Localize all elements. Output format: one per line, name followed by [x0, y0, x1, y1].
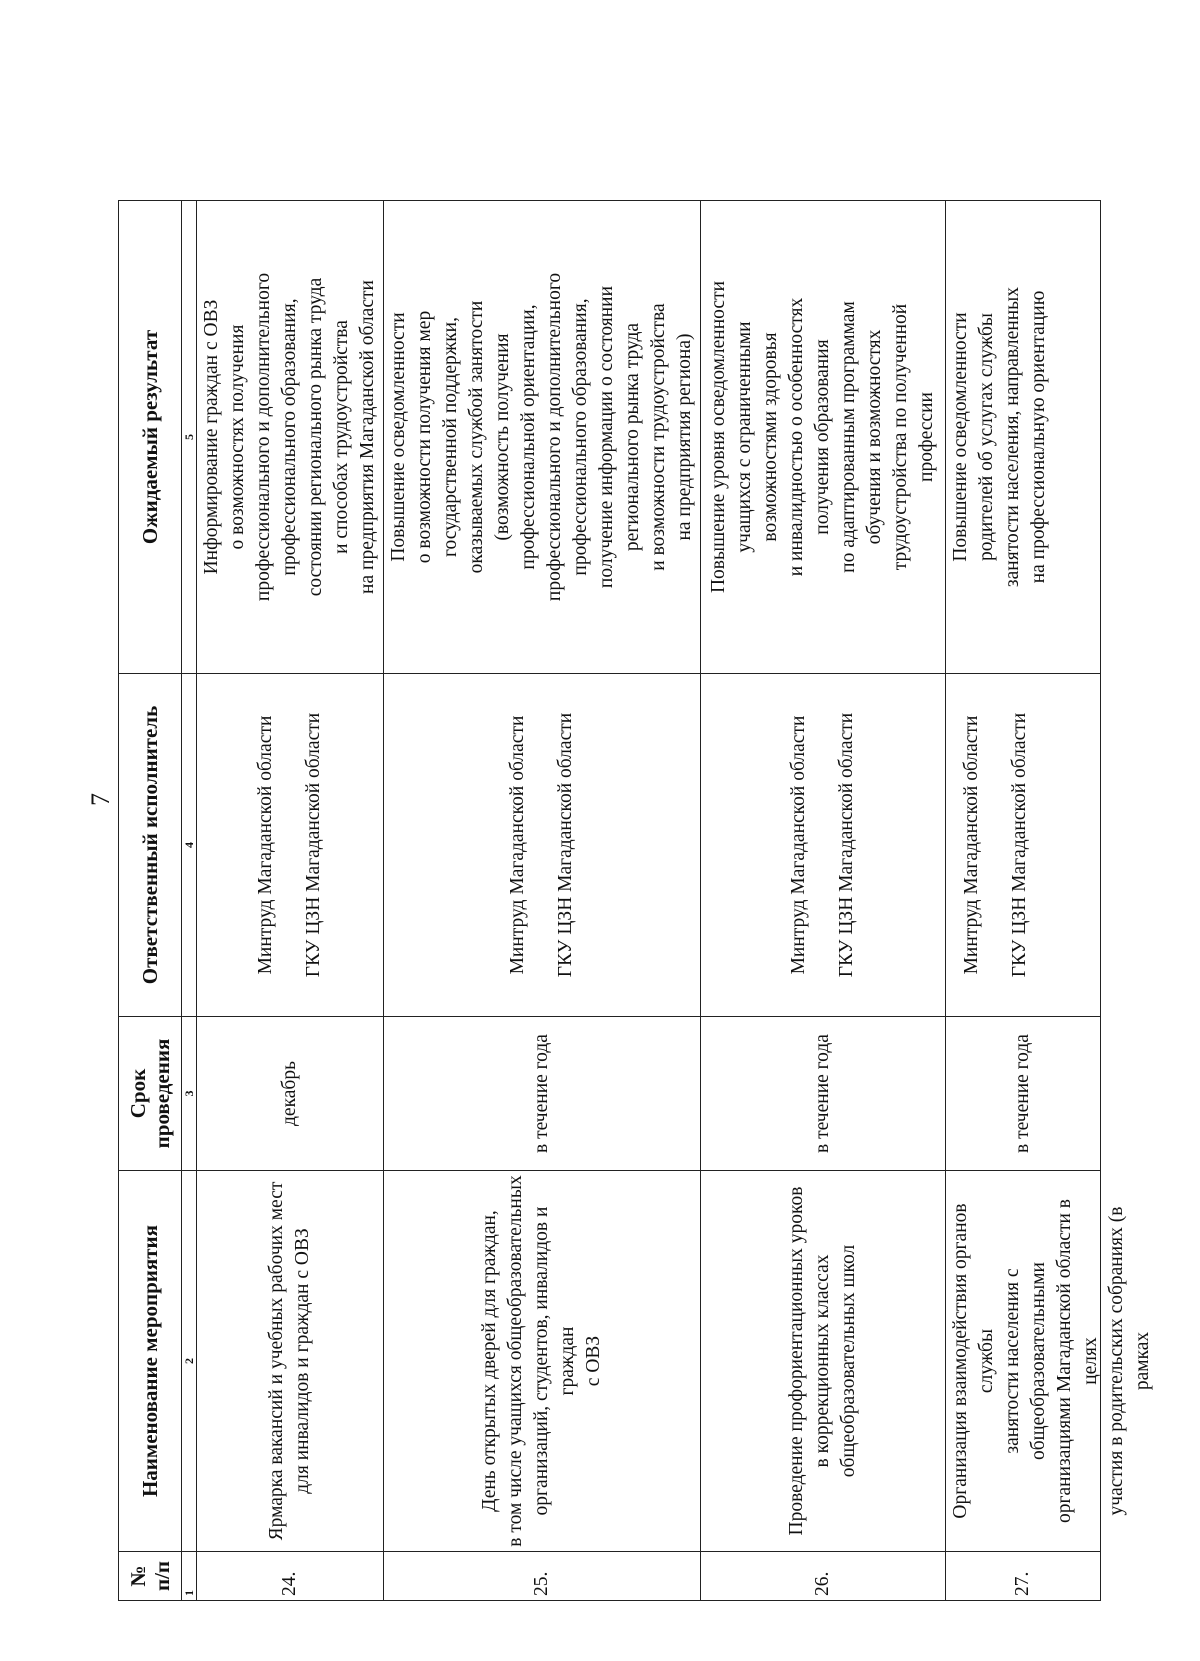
- event-name-cell: [946, 1171, 1153, 1552]
- event-name: День открытых дверей для граждан, в том числе учащихся общеобразовательных организаций, студентов, инвалидов и граждан с ОВЗ: [384, 1171, 701, 1552]
- rotated-page: [0, 121, 1200, 1661]
- event-term: в течение года: [1012, 1034, 1033, 1153]
- row-number: 24.: [197, 1552, 384, 1601]
- event-result: Информирование граждан с ОВЗ о возможностях получения профессионального и дополнительного профессионального образования, состоянии регионального рынка труда и способах трудоустройства на предприятия Магаданской области: [197, 201, 384, 674]
- row-number: 27.: [946, 1552, 1101, 1601]
- table-header-row: [119, 201, 182, 1601]
- event-term: декабрь: [197, 1017, 384, 1171]
- event-executor: Минтруд Магаданской области ГКУ ЦЗН Магаданской области: [701, 674, 946, 1017]
- events-table: [118, 200, 1153, 1601]
- event-term: в течение года: [701, 1017, 946, 1171]
- column-number-row: [182, 201, 197, 1601]
- table-row: [197, 201, 384, 1601]
- column-number: 3: [182, 1017, 197, 1171]
- column-number: 1: [182, 1552, 197, 1601]
- header-term: Срок проведения: [119, 1017, 182, 1171]
- event-result: Повышение осведомленности о возможности получения мер государственной поддержки, оказываемых службой занятости (возможность получения профессиональной ориентации, профессионального и дополнительного профессионального образования, получение информации о состоянии регионального рынка труда и возможности трудоустройства на предприятия региона): [384, 201, 701, 674]
- event-name: Организация взаимодействия органов службы занятости населения с общеобразовательными организациями Магаданской области в целях участия в родительских собраниях (в рамках: [950, 1199, 1153, 1523]
- row-number: 25.: [384, 1552, 701, 1601]
- column-number: 2: [182, 1171, 197, 1552]
- column-number: 5: [182, 201, 197, 674]
- column-number: 4: [182, 674, 197, 1017]
- event-term-cell: [946, 1017, 1101, 1171]
- event-executor: Минтруд Магаданской области ГКУ ЦЗН Магаданской области: [197, 674, 384, 1017]
- header-result: Ожидаемый результат: [119, 201, 182, 674]
- event-result: Повышение уровня осведомленности учащихся с ограниченными возможностями здоровья и инвалидностью о особенностях получения образования по адаптированным программам обучения и возможностях трудоустройства по полученной профессии: [701, 201, 946, 674]
- table-row: [946, 201, 1101, 1601]
- header-num: № п/п: [119, 1552, 182, 1601]
- header-executor: Ответственный исполнитель: [119, 674, 182, 1017]
- header-name: Наименование мероприятия: [119, 1171, 182, 1552]
- event-executor: Минтруд Магаданской области ГКУ ЦЗН Магаданской области: [961, 712, 1030, 978]
- event-executor-cell: [946, 674, 1101, 1017]
- table-row: [384, 201, 701, 1601]
- event-name: Проведение профориентационных уроков в коррекционных классах общеобразовательных школ: [701, 1171, 946, 1552]
- event-result-cell: [946, 201, 1101, 674]
- row-number: 26.: [701, 1552, 946, 1601]
- page-number: 7: [86, 793, 115, 806]
- event-result: Повышение осведомленности родителей об услугах службы занятости населения, направленных на профессиональную ориентацию: [950, 286, 1049, 588]
- table-row: [701, 201, 946, 1601]
- event-term: в течение года: [384, 1017, 701, 1171]
- event-executor: Минтруд Магаданской области ГКУ ЦЗН Магаданской области: [384, 674, 701, 1017]
- event-name: Ярмарка вакансий и учебных рабочих мест для инвалидов и граждан с ОВЗ: [197, 1171, 384, 1552]
